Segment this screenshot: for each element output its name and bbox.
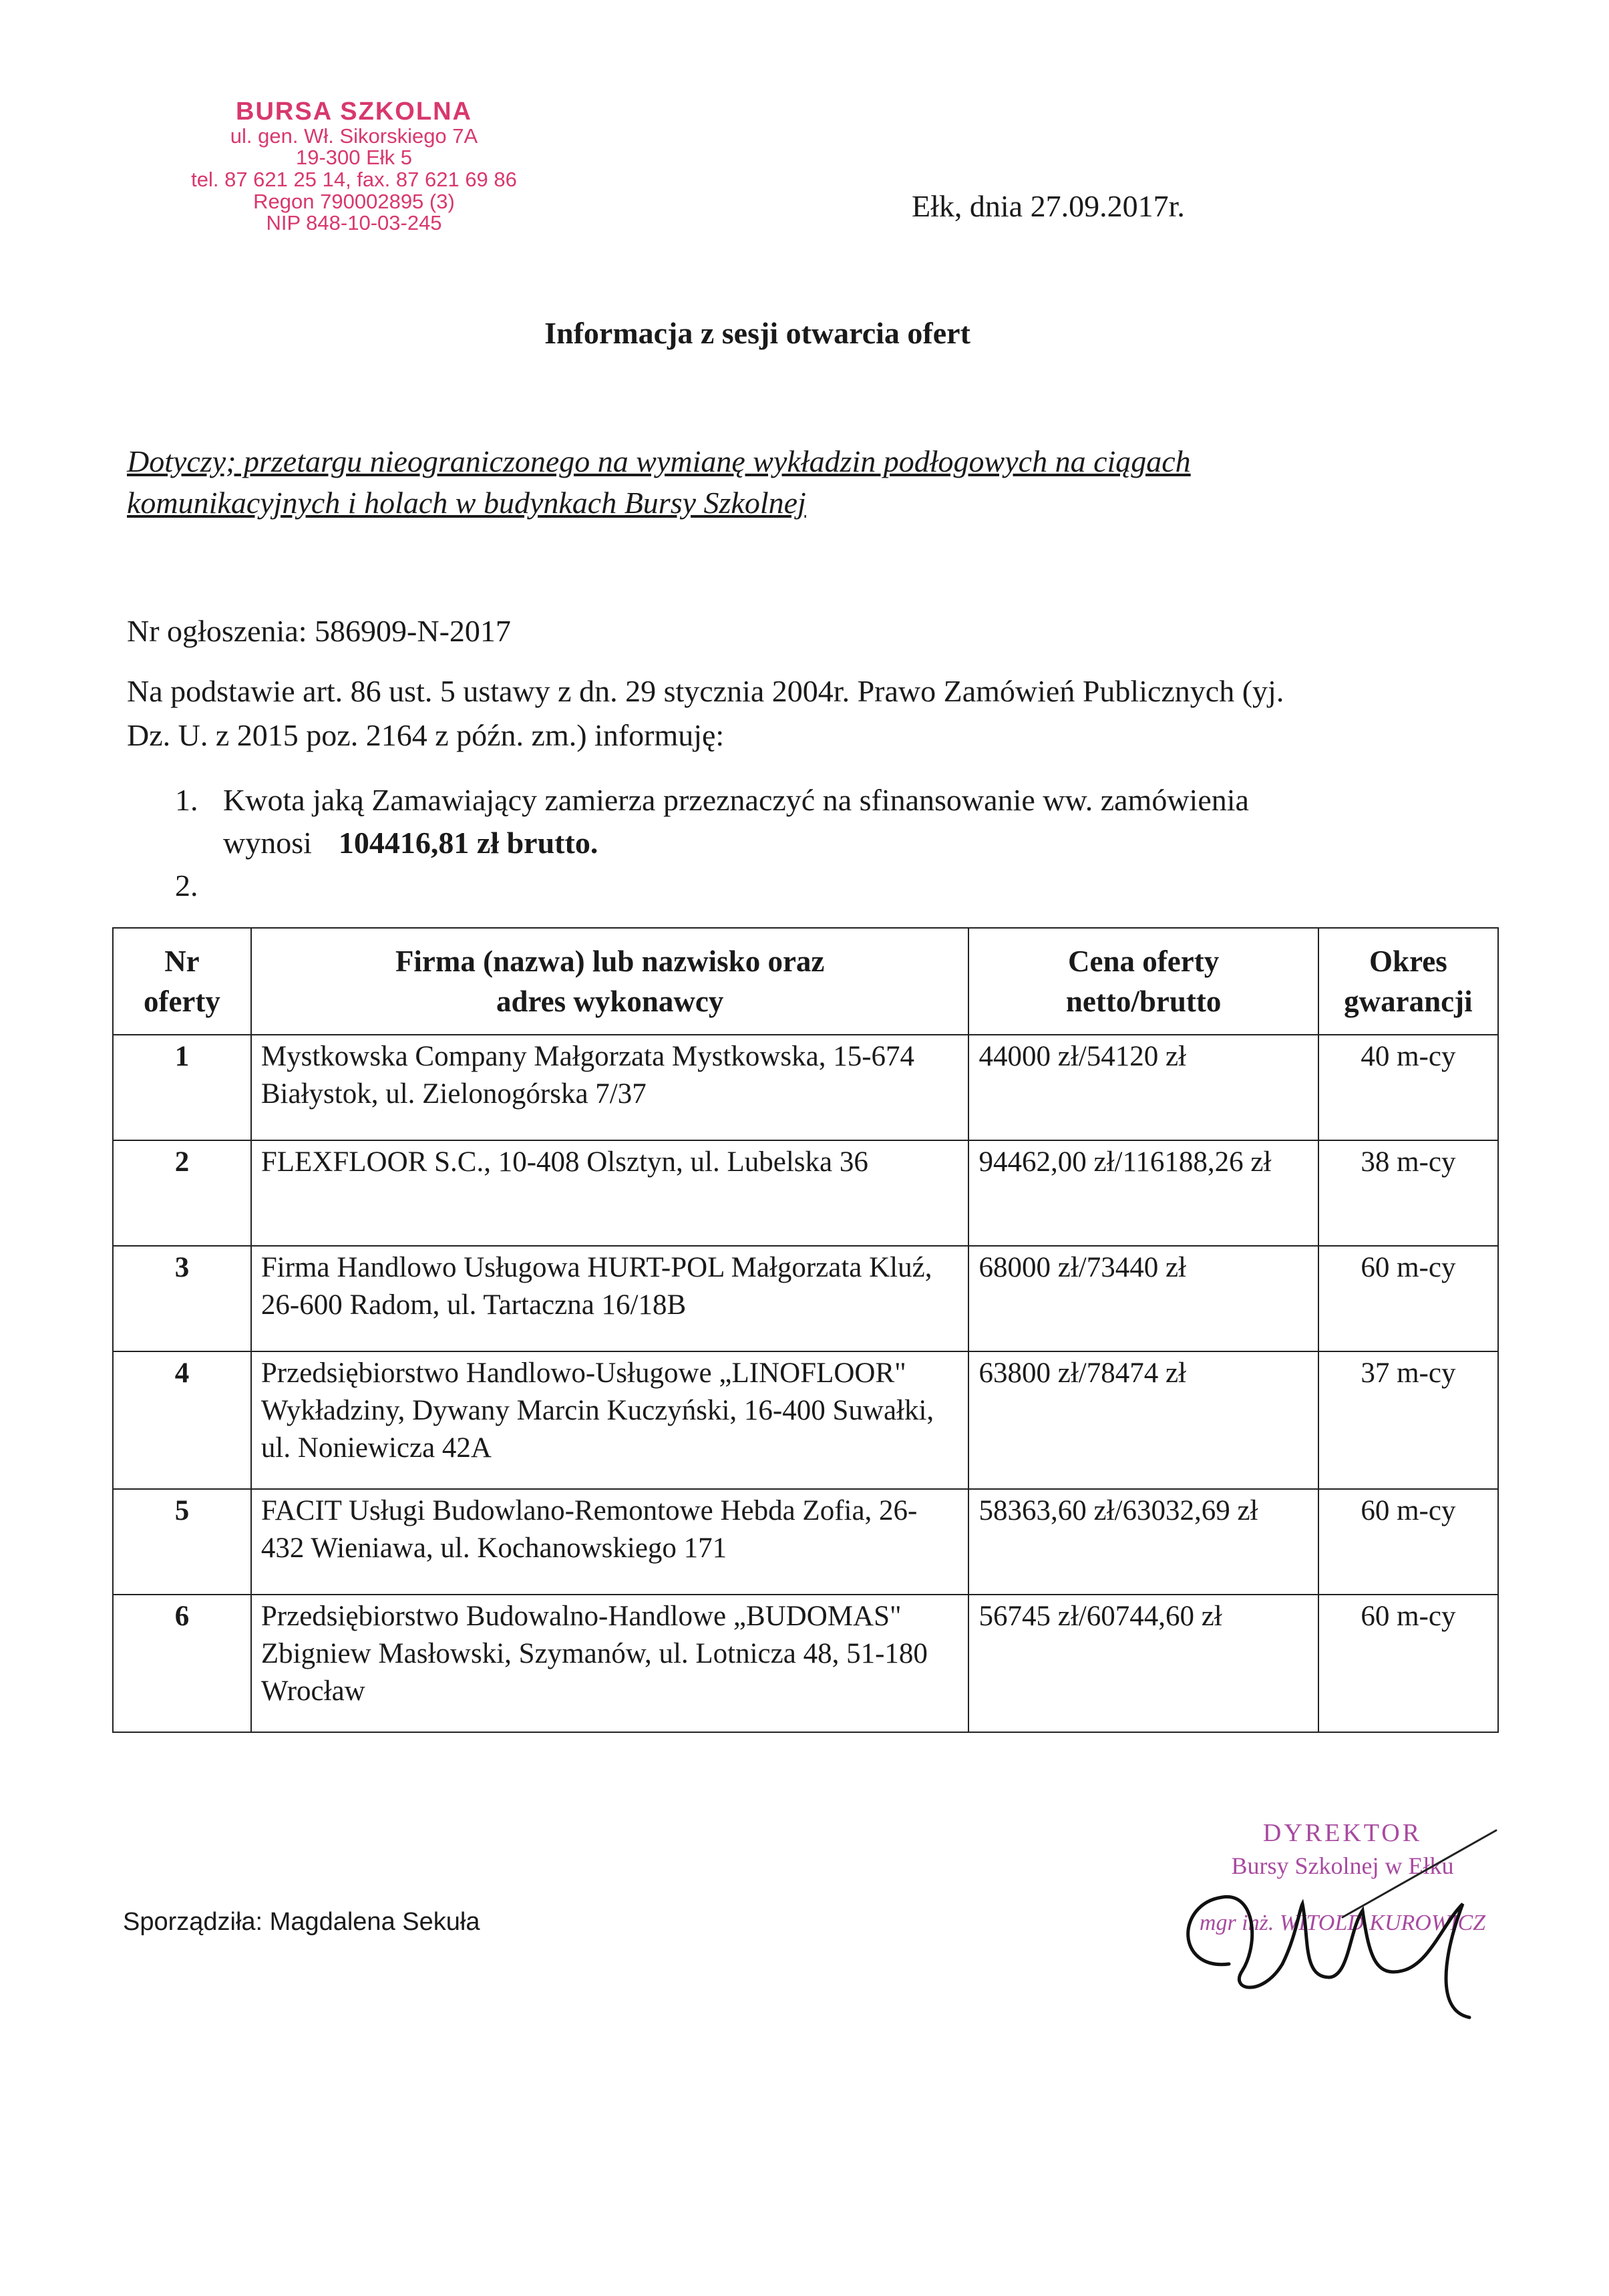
header-text: oferty	[143, 985, 220, 1018]
notice-number: Nr ogłoszenia: 586909-N-2017	[127, 614, 511, 648]
header-text: Firma (nazwa) lub nazwisko oraz	[395, 945, 825, 978]
header-text: Nr	[164, 945, 200, 978]
list-item	[175, 864, 1417, 907]
institution-stamp	[140, 99, 568, 234]
guarantee-period: 60 m-cy	[1318, 1489, 1498, 1595]
list-item-number: 1.	[175, 783, 198, 817]
contractor: FACIT Usługi Budowlano-Remontowe Hebda Zofia, 26-432 Wieniawa, ul. Kochanowskiego 171	[251, 1489, 969, 1595]
guarantee-period: 60 m-cy	[1318, 1595, 1498, 1732]
subject-line-2: komunikacyjnych i holach w budynkach Bursy Szkolnej	[127, 486, 806, 520]
director-name: mgr inż. WITOLD KUROWICZ	[1199, 1911, 1486, 1935]
stamp-regon: Regon 790002895 (3)	[253, 189, 455, 213]
table-row	[113, 1035, 1498, 1140]
stamp-nip: NIP 848-10-03-245	[266, 211, 442, 235]
numbered-list	[175, 779, 1417, 907]
contractor: FLEXFLOOR S.C., 10-408 Olsztyn, ul. Lubelska 36	[251, 1140, 969, 1246]
contractor: Firma Handlowo Usługowa HURT-POL Małgorzata Kluź, 26-600 Radom, ul. Tartaczna 16/18B	[251, 1246, 969, 1351]
subject-line-1: Dotyczy; przetargu nieograniczonego na wymianę wykładzin podłogowych na ciągach	[127, 444, 1191, 478]
table-row	[113, 1489, 1498, 1595]
contractor: Mystkowska Company Małgorzata Mystkowska, 15-674 Białystok, ul. Zielonogórska 7/37	[251, 1035, 969, 1140]
header-text: Cena oferty	[1068, 945, 1220, 978]
table-header-row	[113, 928, 1498, 1035]
table-row	[113, 1140, 1498, 1246]
legal-basis-line-2: Dz. U. z 2015 poz. 2164 z późn. zm.) informuję:	[127, 718, 725, 752]
guarantee-period: 40 m-cy	[1318, 1035, 1498, 1140]
offer-price: 56745 zł/60744,60 zł	[968, 1595, 1318, 1732]
stamp-city: 19-300 Ełk 5	[295, 146, 413, 170]
offer-price: 68000 zł/73440 zł	[968, 1246, 1318, 1351]
header-price	[968, 928, 1318, 1035]
header-text: netto/brutto	[1065, 985, 1222, 1018]
offer-price: 44000 zł/54120 zł	[968, 1035, 1318, 1140]
offer-number: 2	[113, 1140, 251, 1246]
table-row	[113, 1351, 1498, 1489]
offer-number: 4	[113, 1351, 251, 1489]
header-text: adres wykonawcy	[496, 985, 724, 1018]
director-org: Bursy Szkolnej w Ełku	[1231, 1852, 1454, 1879]
document-title: Informacja z sesji otwarcia ofert	[544, 316, 970, 350]
offer-price: 63800 zł/78474 zł	[968, 1351, 1318, 1489]
guarantee-period: 38 m-cy	[1318, 1140, 1498, 1246]
contractor: Przedsiębiorstwo Handlowo-Usługowe „LINOFLOOR" Wykładziny, Dywany Marcin Kuczyński, 16-400 Suwałki, ul. Noniewicza 42A	[251, 1351, 969, 1489]
list-item-number: 2.	[175, 868, 198, 903]
stamp-street: ul. gen. Wł. Sikorskiego 7A	[230, 124, 478, 148]
offer-number: 5	[113, 1489, 251, 1595]
document-date: Ełk, dnia 27.09.2017r.	[912, 189, 1185, 223]
guarantee-period: 37 m-cy	[1318, 1351, 1498, 1489]
stamp-phone: tel. 87 621 25 14, fax. 87 621 69 86	[191, 167, 517, 191]
offer-price: 94462,00 zł/116188,26 zł	[968, 1140, 1318, 1246]
handwritten-signature	[1149, 1804, 1523, 2031]
legal-basis	[127, 669, 1416, 758]
offers-table	[112, 927, 1499, 1733]
legal-basis-line-1: Na podstawie art. 86 ust. 5 ustawy z dn. 29 stycznia 2004r. Prawo Zamówień Publicznych (yj.	[127, 674, 1284, 708]
list-item	[175, 779, 1417, 822]
header-text: Okres	[1369, 945, 1447, 978]
contractor: Przedsiębiorstwo Budowalno-Handlowe „BUDOMAS" Zbigniew Masłowski, Szymanów, ul. Lotnicza 48, 51-180 Wrocław	[251, 1595, 969, 1732]
header-contractor	[251, 928, 969, 1035]
offer-price: 58363,60 zł/63032,69 zł	[968, 1489, 1318, 1595]
header-guarantee	[1318, 928, 1498, 1035]
list-item-text: Kwota jaką Zamawiający zamierza przeznaczyć na sfinansowanie ww. zamówienia	[223, 783, 1249, 817]
offer-number: 1	[113, 1035, 251, 1140]
table-row	[113, 1246, 1498, 1351]
director-title: DYREKTOR	[1262, 1819, 1423, 1847]
budget-amount: 104416,81 zł brutto.	[338, 826, 598, 860]
table-row	[113, 1595, 1498, 1732]
offer-number: 3	[113, 1246, 251, 1351]
prepared-by: Sporządziła: Magdalena Sekuła	[123, 1908, 480, 1936]
header-offer-number	[113, 928, 251, 1035]
amount-prefix: wynosi	[223, 826, 312, 860]
offer-number: 6	[113, 1595, 251, 1732]
header-text: gwarancji	[1344, 985, 1473, 1018]
stamp-name: BURSA SZKOLNA	[236, 98, 472, 126]
guarantee-period: 60 m-cy	[1318, 1246, 1498, 1351]
subject	[127, 441, 1396, 524]
list-item-continuation	[175, 822, 1417, 864]
